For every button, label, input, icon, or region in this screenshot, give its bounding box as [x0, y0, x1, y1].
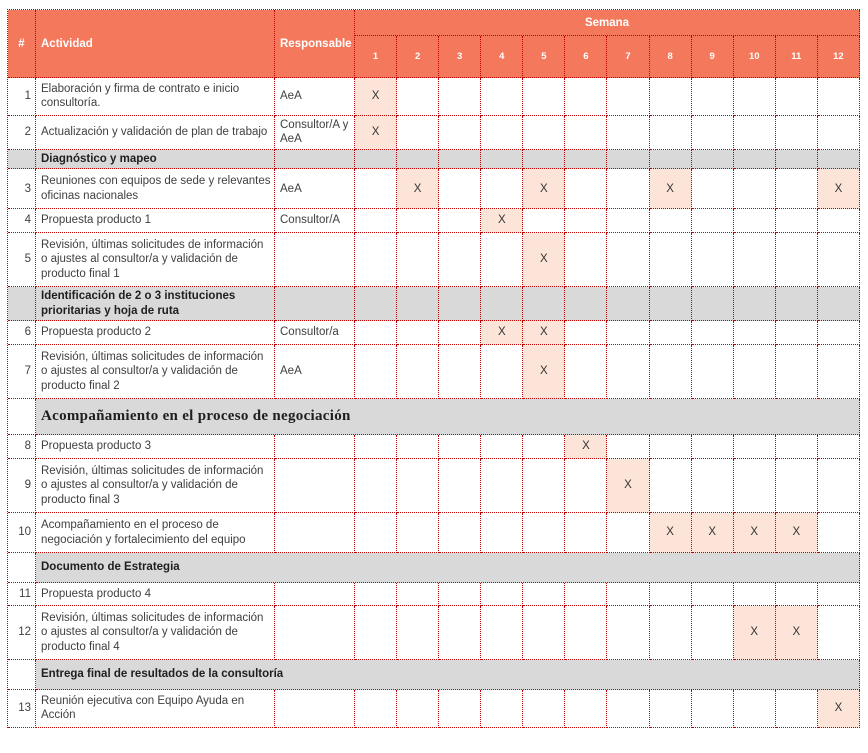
- responsable-cell: [275, 583, 355, 606]
- row-number: 2: [8, 116, 36, 150]
- week-cell: [776, 583, 818, 606]
- week-cell: [818, 116, 860, 150]
- week-cell: [481, 583, 523, 606]
- week-cell: [692, 606, 734, 660]
- row-number: 5: [8, 233, 36, 287]
- week-cell: [481, 459, 523, 513]
- week-cell: [439, 321, 481, 344]
- week-mark-cell: X: [565, 435, 607, 458]
- week-cell: [776, 690, 818, 728]
- activity-cell: Revisión, últimas solicitudes de información o ajustes al consultor/a y validación de producto final 2: [36, 345, 275, 399]
- section-week-cell: [734, 150, 776, 169]
- activity-row: [8, 321, 860, 344]
- week-header-1: 1: [355, 36, 397, 78]
- section-week-cell: [818, 150, 860, 169]
- responsable-cell: [275, 435, 355, 458]
- week-cell: [734, 78, 776, 116]
- week-cell: [355, 321, 397, 344]
- week-cell: [692, 233, 734, 287]
- activity-row: [8, 345, 860, 399]
- section-week-cell: [734, 287, 776, 321]
- week-cell: [565, 116, 607, 150]
- week-cell: [523, 459, 565, 513]
- week-cell: [481, 169, 523, 209]
- week-header-12: 12: [818, 36, 860, 78]
- section-label: Acompañamiento en el proceso de negociación: [36, 399, 860, 435]
- table-header: [8, 10, 860, 78]
- week-header-2: 2: [397, 36, 439, 78]
- week-cell: [818, 459, 860, 513]
- week-cell: [481, 435, 523, 458]
- week-cell: [650, 459, 692, 513]
- week-cell: [439, 169, 481, 209]
- week-mark-cell: X: [818, 169, 860, 209]
- activity-cell: Reunión ejecutiva con Equipo Ayuda en Acción: [36, 690, 275, 728]
- activity-cell: Propuesta producto 4: [36, 583, 275, 606]
- section-label: Identificación de 2 o 3 instituciones prioritarias y hoja de ruta: [36, 287, 275, 321]
- week-cell: [355, 169, 397, 209]
- week-mark-cell: X: [523, 233, 565, 287]
- week-cell: [692, 435, 734, 458]
- section-number-cell: [8, 287, 36, 321]
- week-mark-cell: X: [734, 513, 776, 553]
- week-cell: [523, 116, 565, 150]
- week-cell: [734, 116, 776, 150]
- responsable-cell: AeA: [275, 169, 355, 209]
- section-week-cell: [776, 287, 818, 321]
- responsable-cell: Consultor/a: [275, 321, 355, 344]
- week-cell: [692, 459, 734, 513]
- week-cell: [355, 459, 397, 513]
- col-header-actividad: Actividad: [36, 10, 275, 78]
- activity-row: [8, 209, 860, 232]
- section-row: [8, 660, 860, 689]
- week-cell: [607, 78, 649, 116]
- week-header-6: 6: [565, 36, 607, 78]
- responsable-cell: [275, 513, 355, 553]
- row-number: 3: [8, 169, 36, 209]
- week-cell: [734, 690, 776, 728]
- week-cell: [565, 209, 607, 232]
- section-week-cell: [481, 287, 523, 321]
- section-week-cell: [650, 150, 692, 169]
- week-cell: [734, 459, 776, 513]
- section-week-cell: [397, 150, 439, 169]
- week-cell: [776, 435, 818, 458]
- section-week-cell: [439, 150, 481, 169]
- week-cell: [355, 513, 397, 553]
- activity-cell: Elaboración y firma de contrato e inicio consultoría.: [36, 78, 275, 116]
- week-cell: [565, 690, 607, 728]
- week-cell: [607, 435, 649, 458]
- week-header-3: 3: [439, 36, 481, 78]
- week-cell: [734, 233, 776, 287]
- activity-cell: Propuesta producto 2: [36, 321, 275, 344]
- week-cell: [565, 321, 607, 344]
- week-header-7: 7: [607, 36, 649, 78]
- activity-row: [8, 606, 860, 660]
- col-header-number: #: [8, 10, 36, 78]
- week-cell: [776, 233, 818, 287]
- table-body: [8, 78, 860, 728]
- week-cell: [439, 233, 481, 287]
- week-cell: [565, 583, 607, 606]
- header-row-top: [8, 10, 860, 36]
- responsable-cell: Consultor/A: [275, 209, 355, 232]
- week-cell: [650, 345, 692, 399]
- section-number-cell: [8, 660, 36, 689]
- row-number: 11: [8, 583, 36, 606]
- week-cell: [692, 209, 734, 232]
- activity-row: [8, 435, 860, 458]
- week-cell: [397, 435, 439, 458]
- week-cell: [481, 116, 523, 150]
- week-cell: [692, 116, 734, 150]
- week-cell: [523, 606, 565, 660]
- activity-cell: Propuesta producto 3: [36, 435, 275, 458]
- week-mark-cell: X: [692, 513, 734, 553]
- week-cell: [607, 233, 649, 287]
- activity-row: [8, 583, 860, 606]
- week-cell: [607, 209, 649, 232]
- week-cell: [481, 233, 523, 287]
- section-row: [8, 553, 860, 582]
- activity-row: [8, 459, 860, 513]
- week-mark-cell: X: [397, 169, 439, 209]
- week-cell: [650, 209, 692, 232]
- week-cell: [650, 116, 692, 150]
- week-cell: [355, 209, 397, 232]
- week-cell: [565, 513, 607, 553]
- row-number: 13: [8, 690, 36, 728]
- week-cell: [607, 606, 649, 660]
- week-cell: [397, 233, 439, 287]
- activity-cell: Propuesta producto 1: [36, 209, 275, 232]
- section-week-cell: [565, 150, 607, 169]
- activity-row: [8, 169, 860, 209]
- responsable-cell: [275, 459, 355, 513]
- week-cell: [397, 583, 439, 606]
- week-cell: [397, 513, 439, 553]
- row-number: 4: [8, 209, 36, 232]
- row-number: 7: [8, 345, 36, 399]
- week-cell: [607, 513, 649, 553]
- week-cell: [565, 345, 607, 399]
- section-week-cell: [565, 287, 607, 321]
- section-week-cell: [355, 150, 397, 169]
- week-cell: [523, 513, 565, 553]
- col-header-semana: Semana: [355, 10, 860, 36]
- activity-row: [8, 116, 860, 150]
- col-header-responsable: Responsable: [275, 10, 355, 78]
- week-cell: [734, 583, 776, 606]
- week-cell: [650, 233, 692, 287]
- week-cell: [355, 583, 397, 606]
- week-cell: [439, 513, 481, 553]
- week-cell: [523, 583, 565, 606]
- week-cell: [565, 233, 607, 287]
- week-cell: [523, 78, 565, 116]
- section-week-cell: [818, 287, 860, 321]
- week-cell: [439, 459, 481, 513]
- section-label: Diagnóstico y mapeo: [36, 150, 275, 169]
- week-cell: [607, 321, 649, 344]
- week-cell: [607, 116, 649, 150]
- activity-cell: Revisión, últimas solicitudes de información o ajustes al consultor/a y validación de producto final 1: [36, 233, 275, 287]
- week-cell: [397, 116, 439, 150]
- week-cell: [734, 169, 776, 209]
- week-cell: [650, 606, 692, 660]
- week-cell: [607, 169, 649, 209]
- week-cell: [692, 345, 734, 399]
- week-cell: [355, 345, 397, 399]
- section-week-cell: [776, 150, 818, 169]
- section-week-cell: [355, 287, 397, 321]
- week-cell: [734, 321, 776, 344]
- responsable-cell: [275, 690, 355, 728]
- activity-cell: Revisión, últimas solicitudes de información o ajustes al consultor/a y validación de producto final 4: [36, 606, 275, 660]
- week-cell: [692, 321, 734, 344]
- week-cell: [650, 78, 692, 116]
- section-week-cell: [439, 287, 481, 321]
- activity-cell: Revisión, últimas solicitudes de información o ajustes al consultor/a y validación de producto final 3: [36, 459, 275, 513]
- responsable-cell: Consultor/A y AeA: [275, 116, 355, 150]
- week-cell: [650, 690, 692, 728]
- row-number: 12: [8, 606, 36, 660]
- week-cell: [397, 606, 439, 660]
- week-cell: [439, 435, 481, 458]
- week-mark-cell: X: [523, 321, 565, 344]
- responsable-cell: AeA: [275, 78, 355, 116]
- section-number-cell: [8, 553, 36, 582]
- week-cell: [355, 233, 397, 287]
- week-cell: [481, 606, 523, 660]
- week-mark-cell: X: [607, 459, 649, 513]
- week-cell: [734, 345, 776, 399]
- week-cell: [565, 606, 607, 660]
- week-cell: [397, 690, 439, 728]
- week-cell: [650, 321, 692, 344]
- week-cell: [692, 78, 734, 116]
- section-week-cell: [607, 287, 649, 321]
- week-cell: [818, 435, 860, 458]
- week-cell: [481, 690, 523, 728]
- week-mark-cell: X: [776, 513, 818, 553]
- week-mark-cell: X: [734, 606, 776, 660]
- week-cell: [397, 321, 439, 344]
- week-cell: [355, 606, 397, 660]
- section-week-cell: [523, 150, 565, 169]
- section-row: [8, 399, 860, 435]
- row-number: 6: [8, 321, 36, 344]
- week-header-11: 11: [776, 36, 818, 78]
- week-cell: [439, 345, 481, 399]
- row-number: 10: [8, 513, 36, 553]
- week-cell: [481, 78, 523, 116]
- week-mark-cell: X: [523, 345, 565, 399]
- workplan-table: [7, 9, 860, 728]
- section-week-cell: [692, 150, 734, 169]
- activity-row: [8, 513, 860, 553]
- section-row: [8, 287, 860, 321]
- week-cell: [818, 209, 860, 232]
- week-cell: [776, 459, 818, 513]
- week-cell: [818, 233, 860, 287]
- week-cell: [439, 116, 481, 150]
- responsable-cell: [275, 606, 355, 660]
- week-cell: [523, 690, 565, 728]
- row-number: 8: [8, 435, 36, 458]
- week-cell: [355, 435, 397, 458]
- activity-cell: Acompañamiento en el proceso de negociación y fortalecimiento del equipo: [36, 513, 275, 553]
- week-cell: [397, 345, 439, 399]
- week-cell: [818, 78, 860, 116]
- week-header-8: 8: [650, 36, 692, 78]
- week-cell: [481, 345, 523, 399]
- week-mark-cell: X: [650, 513, 692, 553]
- week-cell: [481, 513, 523, 553]
- week-cell: [692, 169, 734, 209]
- section-label: Documento de Estrategia: [36, 553, 860, 582]
- section-responsable-cell: [275, 150, 355, 169]
- week-cell: [439, 583, 481, 606]
- week-cell: [565, 169, 607, 209]
- week-mark-cell: X: [650, 169, 692, 209]
- week-cell: [776, 209, 818, 232]
- week-cell: [650, 583, 692, 606]
- row-number: 9: [8, 459, 36, 513]
- section-number-cell: [8, 150, 36, 169]
- week-cell: [734, 435, 776, 458]
- activity-row: [8, 78, 860, 116]
- week-header-9: 9: [692, 36, 734, 78]
- section-week-cell: [692, 287, 734, 321]
- week-cell: [607, 345, 649, 399]
- week-cell: [818, 321, 860, 344]
- week-mark-cell: X: [523, 169, 565, 209]
- week-cell: [607, 583, 649, 606]
- week-mark-cell: X: [818, 690, 860, 728]
- week-cell: [692, 583, 734, 606]
- section-number-cell: [8, 399, 36, 435]
- week-cell: [355, 690, 397, 728]
- activity-cell: Reuniones con equipos de sede y relevantes oficinas nacionales: [36, 169, 275, 209]
- week-mark-cell: X: [776, 606, 818, 660]
- week-cell: [523, 435, 565, 458]
- week-cell: [523, 209, 565, 232]
- week-mark-cell: X: [481, 321, 523, 344]
- week-cell: [439, 690, 481, 728]
- week-cell: [607, 690, 649, 728]
- section-week-cell: [481, 150, 523, 169]
- week-cell: [776, 116, 818, 150]
- week-cell: [776, 169, 818, 209]
- week-cell: [776, 345, 818, 399]
- week-cell: [776, 321, 818, 344]
- week-cell: [818, 606, 860, 660]
- week-cell: [397, 78, 439, 116]
- week-cell: [818, 583, 860, 606]
- week-cell: [397, 209, 439, 232]
- week-header-4: 4: [481, 36, 523, 78]
- row-number: 1: [8, 78, 36, 116]
- section-week-cell: [607, 150, 649, 169]
- week-cell: [692, 690, 734, 728]
- week-cell: [650, 435, 692, 458]
- week-cell: [439, 209, 481, 232]
- week-cell: [818, 513, 860, 553]
- week-header-5: 5: [523, 36, 565, 78]
- week-cell: [818, 345, 860, 399]
- week-header-10: 10: [734, 36, 776, 78]
- week-cell: [734, 209, 776, 232]
- responsable-cell: [275, 233, 355, 287]
- week-cell: [565, 459, 607, 513]
- activity-row: [8, 233, 860, 287]
- activity-cell: Actualización y validación de plan de trabajo: [36, 116, 275, 150]
- section-week-cell: [650, 287, 692, 321]
- week-mark-cell: X: [481, 209, 523, 232]
- week-cell: [439, 606, 481, 660]
- responsable-cell: AeA: [275, 345, 355, 399]
- week-cell: [565, 78, 607, 116]
- week-mark-cell: X: [355, 78, 397, 116]
- week-cell: [776, 78, 818, 116]
- section-week-cell: [397, 287, 439, 321]
- week-mark-cell: X: [355, 116, 397, 150]
- section-responsable-cell: [275, 287, 355, 321]
- activity-row: [8, 690, 860, 728]
- week-cell: [439, 78, 481, 116]
- section-row: [8, 150, 860, 169]
- section-label: Entrega final de resultados de la consultoría: [36, 660, 860, 689]
- week-cell: [397, 459, 439, 513]
- section-week-cell: [523, 287, 565, 321]
